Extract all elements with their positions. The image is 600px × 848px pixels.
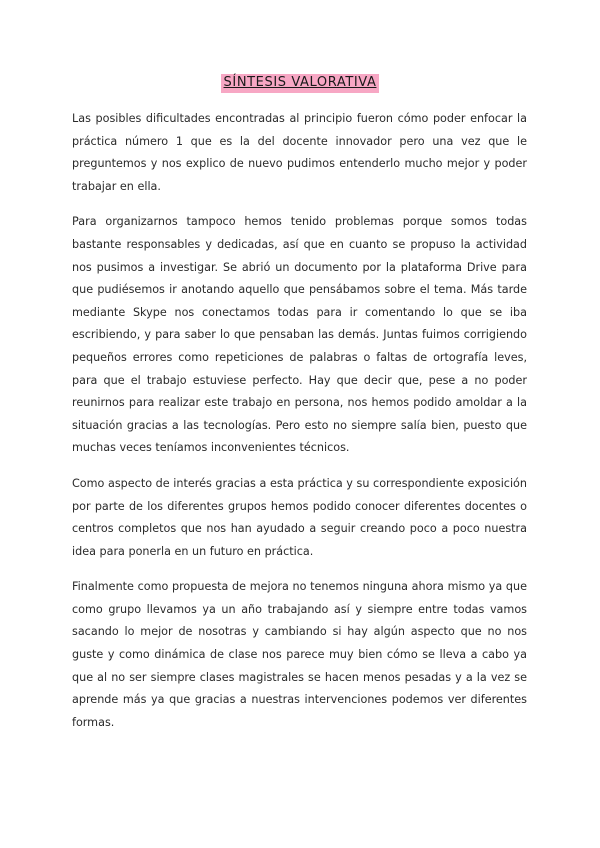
paragraph-difficulties: Las posibles dificultades encontradas al principio fueron cómo poder enfocar la práctica número 1 que es la del docente innovador pero una vez que le preguntemos y nos explico de nuevo pudimos entenderlo mucho mejor y poder trabajar en ella. [72,112,527,193]
document-body [72,108,527,747]
paragraph-organization: Para organizarnos tampoco hemos tenido problemas porque somos todas bastante responsables y dedicadas, así que en cuanto se propuso la actividad nos pusimos a investigar. Se abrió un documento por la plataforma Drive para que pudiésemos ir anotando aquello que pensábamos sobre el tema. Más tarde mediante Skype nos conectamos todas para ir comentando lo que se iba escribiendo, y para saber lo que pensaban las demás. Juntas fuimos corrigiendo pequeños errores como repeticiones de palabras o faltas de ortografía leves, para que el trabajo estuviese perfecto. Hay que decir que, pese a no poder reunirnos para realizar este trabajo en persona, nos hemos podido amoldar a la situación gracias a las tecnologías. Pero esto no siempre salía bien, puesto que muchas veces teníamos inconvenientes técnicos. [72,215,527,455]
paragraph-improvement: Finalmente como propuesta de mejora no tenemos ninguna ahora mismo ya que como grupo llevamos ya un año trabajando así y siempre entre todas vamos sacando lo mejor de nosotras y cambiando si hay algún aspecto que no nos guste y como dinámica de clase nos parece muy bien cómo se lleva a cabo ya que al no ser siempre clases magistrales se hacen menos pesadas y a la vez se aprende más ya que gracias a nuestras intervenciones podemos ver diferentes formas. [72,580,527,729]
paragraph-interest: Como aspecto de interés gracias a esta práctica y su correspondiente exposición por parte de los diferentes grupos hemos podido conocer diferentes docentes o centros completos que nos han ayudado a seguir creando poco a poco nuestra idea para ponerla en un futuro en práctica. [72,476,527,558]
title-container [0,73,600,93]
page-title: SÍNTESIS VALORATIVA [221,74,380,93]
